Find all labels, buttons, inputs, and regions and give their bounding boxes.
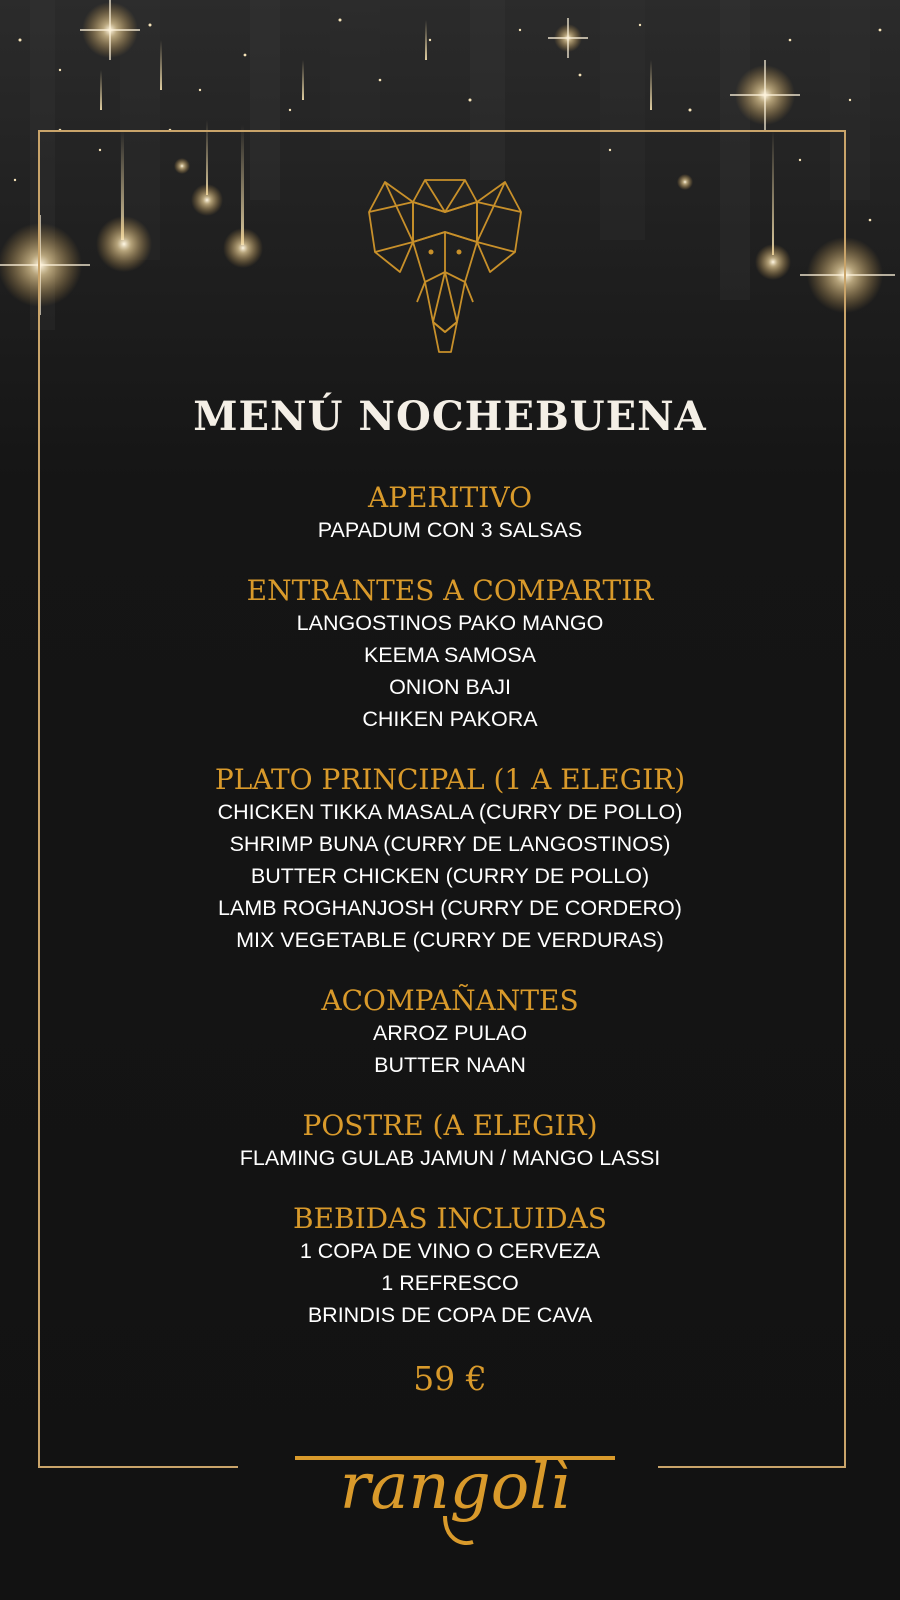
- menu-item: SHRIMP BUNA (CURRY DE LANGOSTINOS): [229, 832, 671, 856]
- menu-content: [60, 395, 840, 1398]
- section-title: ACOMPAÑANTES: [321, 984, 579, 1017]
- section-title: PLATO PRINCIPAL (1 A ELEGIR): [214, 763, 686, 796]
- section-acompanantes: [60, 984, 840, 1081]
- menu-item: LANGOSTINOS PAKO MANGO: [296, 611, 604, 635]
- section-postre: [60, 1109, 840, 1174]
- menu-item: BRINDIS DE COPA DE CAVA: [307, 1303, 593, 1327]
- section-title: POSTRE (A ELEGIR): [302, 1109, 598, 1142]
- brand-name: rangolì: [339, 1450, 571, 1524]
- menu-item: BUTTER CHICKEN (CURRY DE POLLO): [250, 864, 650, 888]
- section-plato-principal: [60, 763, 840, 956]
- section-entrantes: [60, 574, 840, 735]
- menu-item: CHICKEN TIKKA MASALA (CURRY DE POLLO): [217, 800, 683, 824]
- menu-item: ONION BAJI: [389, 675, 511, 699]
- section-aperitivo: [60, 481, 840, 546]
- menu-item: 1 COPA DE VINO O CERVEZA: [299, 1239, 601, 1263]
- menu-title: MENÚ NOCHEBUENA: [193, 393, 707, 440]
- menu-item: BUTTER NAAN: [374, 1053, 526, 1077]
- geometric-elephant-head-icon: [365, 172, 525, 362]
- menu-item: MIX VEGETABLE (CURRY DE VERDURAS): [236, 928, 664, 952]
- menu-item: PAPADUM CON 3 SALSAS: [317, 518, 583, 542]
- menu-item: LAMB ROGHANJOSH (CURRY DE CORDERO): [218, 896, 682, 920]
- menu-item: ARROZ PULAO: [372, 1021, 528, 1045]
- menu-item: KEEMA SAMOSA: [363, 643, 537, 667]
- section-title: BEBIDAS INCLUIDAS: [293, 1202, 607, 1235]
- section-title: APERITIVO: [367, 481, 533, 514]
- section-title: ENTRANTES A COMPARTIR: [246, 574, 654, 607]
- section-bebidas: [60, 1202, 840, 1331]
- menu-item: FLAMING GULAB JAMUN / MANGO LASSI: [239, 1146, 661, 1170]
- menu-item: 1 REFRESCO: [381, 1271, 519, 1295]
- menu-price: 59 €: [413, 1359, 487, 1398]
- menu-item: CHIKEN PAKORA: [362, 707, 538, 731]
- rangoli-logo: [295, 1438, 615, 1558]
